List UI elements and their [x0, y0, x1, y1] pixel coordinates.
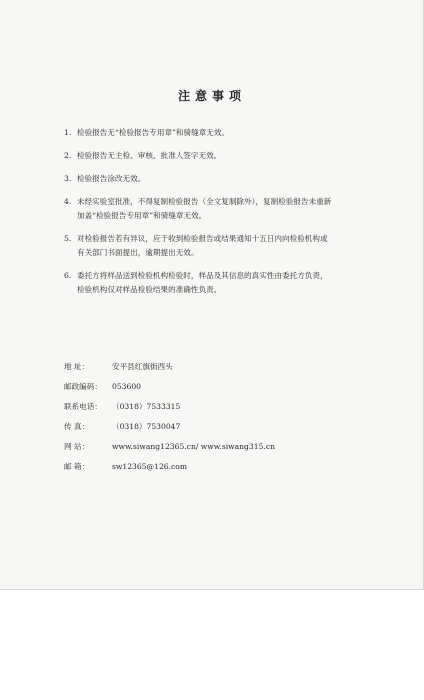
note-item-1	[64, 126, 384, 140]
note-item-2	[64, 149, 384, 163]
contact-value: （0318）7533315	[112, 401, 181, 411]
note-text: 有关部门书面提出，逾期提出无效。	[77, 248, 199, 257]
notes-list	[64, 126, 384, 306]
contact-value: sw12365@126.com	[112, 461, 188, 471]
note-text: 委托方将样品送到检验机构检验时，样品及其信息的真实性由委托方负责，	[77, 271, 328, 280]
contact-website	[64, 436, 275, 456]
contact-postcode	[64, 376, 275, 396]
contact-value: 安平县红旗街西头	[112, 361, 173, 371]
contact-label: 网 站：	[64, 441, 90, 451]
note-item-6	[64, 269, 384, 297]
contact-label: 邮政编码：	[64, 381, 102, 391]
page-title: 注意事项	[177, 89, 246, 103]
note-number: 3.	[64, 174, 72, 183]
note-text: 加盖“检验报告专用章”和骑缝章无效。	[77, 211, 207, 220]
contact-fax	[64, 416, 275, 436]
note-item-5	[64, 232, 384, 260]
note-number: 5.	[64, 234, 72, 243]
note-item-4	[64, 195, 384, 223]
note-text: 检验报告无主检、审核、批准人签字无效。	[77, 151, 222, 160]
note-number: 6.	[64, 271, 72, 280]
note-number: 1.	[64, 128, 72, 137]
contact-value: www.siwang12365.cn/ www.siwang315.cn	[112, 441, 275, 451]
note-text: 未经实验室批准，不得复制检验报告（全文复制除外），复制检验报告未重新	[77, 197, 332, 206]
contact-email	[64, 456, 275, 476]
note-text: 检验报告无“检验报告专用章”和骑缝章无效。	[77, 128, 230, 137]
contact-label: 联系电话：	[64, 401, 102, 411]
contact-address	[64, 356, 275, 376]
note-text: 对检验报告若有异议，应于收到检验报告或结果通知十五日内向检验机构或	[77, 234, 328, 243]
note-text: 检验报告涂改无效。	[77, 174, 146, 183]
contact-phone	[64, 396, 275, 416]
note-number: 2.	[64, 151, 72, 160]
note-item-3	[64, 172, 384, 186]
contact-label: 邮 箱：	[64, 461, 90, 471]
contact-label: 传 真：	[64, 421, 90, 431]
contact-value: 053600	[112, 381, 141, 391]
contact-value: （0318）7530047	[112, 421, 181, 431]
note-text: 检验机构仅对样品检验结果的准确性负责。	[77, 285, 222, 294]
note-number: 4.	[64, 197, 72, 206]
contact-info	[64, 356, 275, 476]
contact-label: 地 址：	[64, 361, 90, 371]
